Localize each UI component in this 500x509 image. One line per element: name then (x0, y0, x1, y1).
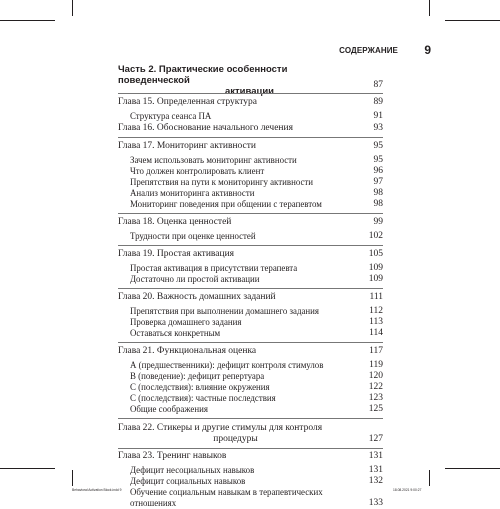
chapter-page: 89 (373, 97, 383, 107)
chapter-label: Глава 16. Обоснование начального лечения (118, 123, 293, 133)
section-label: Дефицит социальных навыков (130, 476, 246, 486)
section-page: 131 (368, 465, 383, 475)
crop-mark-left-top (0, 20, 55, 21)
toc-chapter-entry (118, 292, 383, 303)
chapter22-page: 127 (368, 434, 383, 444)
toc-section-entry (118, 393, 383, 404)
table-of-contents (118, 64, 383, 509)
chapter-page: 105 (368, 249, 383, 259)
chapter-label: Глава 19. Простая активация (118, 249, 235, 259)
toc-chapter-entry (118, 97, 383, 108)
toc-blocks (118, 93, 383, 418)
section-label-line1: Обучение социальным навыкам в терапевтических (130, 487, 323, 497)
section-page: 96 (373, 166, 383, 176)
section-label: Анализ мониторинга активности (130, 188, 255, 198)
crop-mark-bottom-left (72, 470, 73, 486)
section-page: 112 (369, 306, 383, 316)
crop-mark-top-right (429, 0, 430, 16)
toc-section-entry (118, 382, 383, 393)
toc-block (118, 342, 383, 418)
section-page: 97 (373, 177, 383, 187)
section-label: Препятствия при выполнении домашнего задания (130, 306, 319, 316)
part-heading-line2: активации (224, 86, 275, 97)
chapter-page: 99 (373, 217, 383, 227)
toc-section-entry (118, 476, 383, 487)
toc-section-entry (118, 199, 383, 210)
crop-mark-bottom-right (429, 470, 430, 486)
section-label: Препятствия на пути к мониторингу активности (130, 177, 314, 187)
toc-block (118, 213, 383, 245)
chapter22-line1: Глава 22. Стикеры и другие стимулы для контроля (118, 423, 323, 433)
section-page: 102 (368, 231, 383, 241)
section-label: А (предшественники): дефицит контроля стимулов (130, 360, 324, 370)
toc-section-entry (118, 155, 383, 166)
section-page: 98 (373, 199, 383, 209)
toc-section-entry (118, 306, 383, 317)
toc-section-entry (118, 404, 383, 415)
toc-chapter-entry (118, 249, 383, 260)
section-label: Дефицит несоциальных навыков (130, 465, 255, 475)
toc-block (118, 288, 383, 342)
toc-section-entry (118, 371, 383, 382)
toc-section-entry (118, 360, 383, 371)
section-page: 109 (368, 263, 383, 273)
toc-block-chapter22 (118, 418, 383, 448)
part-heading (118, 64, 383, 97)
toc-section-entry (118, 177, 383, 188)
toc-block (118, 137, 383, 213)
chapter22-line2: процедуры (213, 434, 258, 444)
toc-section-entry (118, 231, 383, 242)
section-label: Оставаться конкретным (130, 328, 221, 338)
chapter-label: Глава 15. Определенная структура (118, 97, 257, 107)
section-label: Достаточно ли простой активации (130, 274, 260, 284)
toc-chapter-entry (118, 123, 383, 134)
section-page: 95 (373, 155, 383, 165)
chapter23-label: Глава 23. Тренинг навыков (118, 451, 227, 461)
toc-chapter-entry (118, 423, 383, 445)
section-page: 114 (369, 328, 383, 338)
section-page: 119 (369, 360, 383, 370)
chapter-page: 117 (369, 346, 383, 356)
running-head (301, 44, 431, 60)
section-page: 122 (368, 382, 383, 392)
section-label: Мониторинг поведения при общении с терапевтом (130, 199, 322, 209)
section-label: Структура сеанса ПА (130, 111, 212, 121)
toc-section-entry (118, 487, 383, 509)
part-page: 87 (373, 80, 383, 90)
chapter-label: Глава 17. Мониторинг активности (118, 141, 256, 151)
toc-section-entry (118, 111, 383, 122)
section-label: Простая активация в присутствии терапевта (130, 263, 298, 273)
section-label: С (последствия): влияние окружения (130, 382, 270, 392)
chapter23-page: 131 (368, 451, 383, 461)
section-label: Что должен контролировать клиент (130, 166, 265, 176)
toc-block (118, 245, 383, 288)
chapter-page: 111 (369, 292, 383, 302)
section-label: Трудности при оценке ценностей (130, 231, 256, 241)
section-label: Проверка домашнего задания (130, 317, 242, 327)
part-heading-line1: Часть 2. Практические особенности поведенческой (118, 64, 288, 86)
section-page: 133 (368, 498, 383, 508)
toc-chapter-entry (118, 217, 383, 228)
section-page: 91 (373, 111, 383, 121)
toc-block (118, 93, 383, 137)
section-label: В (поведение): дефицит репертуара (130, 371, 265, 381)
chapter-label: Глава 20. Важность домашних заданий (118, 292, 276, 302)
section-page: 120 (368, 371, 383, 381)
toc-section-entry (118, 465, 383, 476)
section-label-line2: отношениях (130, 498, 177, 508)
section-page: 109 (368, 274, 383, 284)
chapter-label: Глава 18. Оценка ценностей (118, 217, 232, 227)
crop-mark-top-left (72, 0, 73, 16)
toc-section-entry (118, 328, 383, 339)
toc-chapter-entry (118, 141, 383, 152)
toc-chapter-entry (118, 451, 383, 462)
toc-section-entry (118, 274, 383, 285)
footer-timestamp: 18.08.2021 9:00:27 (393, 488, 422, 492)
running-head-title: СОДЕРЖАНИЕ (339, 46, 398, 55)
chapter-page: 95 (373, 141, 383, 151)
chapter-page: 93 (373, 123, 383, 133)
toc-section-entry (118, 263, 383, 274)
section-page: 123 (368, 393, 383, 403)
section-page: 113 (369, 317, 383, 327)
footer-file-name: Behavioral Activation Block.indd 9 (72, 488, 122, 492)
section-page: 125 (368, 404, 383, 414)
toc-section-entry (118, 317, 383, 328)
section-page: 98 (373, 188, 383, 198)
toc-section-entry (118, 188, 383, 199)
chapter-label: Глава 21. Функциональная оценка (118, 346, 257, 356)
crop-mark-right-bottom (445, 468, 500, 469)
toc-section-entry (118, 166, 383, 177)
toc-chapter-entry (118, 346, 383, 357)
section-label: Общие соображения (130, 404, 208, 414)
crop-mark-right-top (445, 20, 500, 21)
section-label: Зачем использовать мониторинг активности (130, 155, 297, 165)
section-page: 132 (368, 476, 383, 486)
page-number: 9 (424, 43, 431, 57)
crop-mark-left-bottom (0, 468, 55, 469)
section-label: С (последствия): частные последствия (130, 393, 276, 403)
